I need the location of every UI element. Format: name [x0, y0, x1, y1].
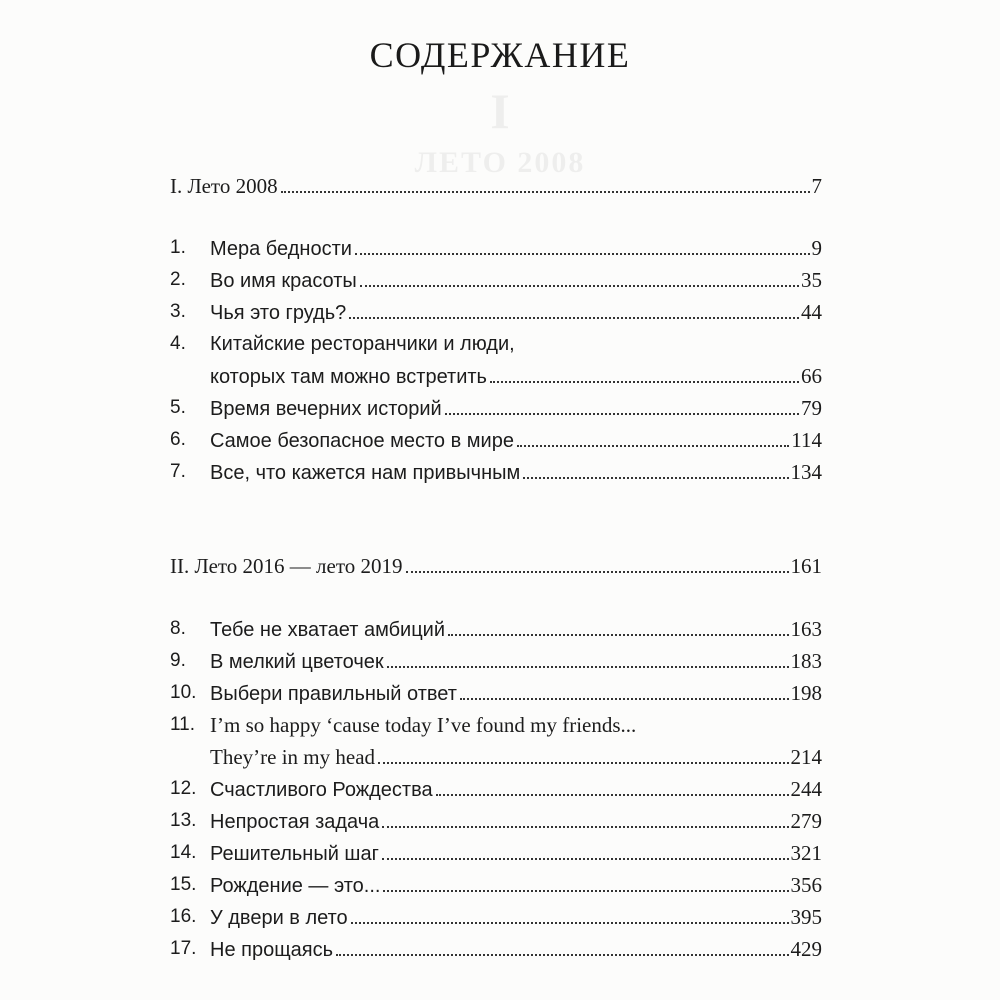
chapter-number: 10.: [170, 682, 197, 703]
chapter-page-number: 244: [790, 777, 822, 801]
chapter-title: Китайские ресторанчики и люди,: [210, 333, 515, 355]
chapter-page-number: 198: [790, 681, 822, 705]
chapter-title-continued: They’re in my head: [210, 745, 376, 769]
toc-chapter-4-continued: [0, 360, 1000, 392]
dot-leader: [351, 922, 789, 924]
toc-chapter-13: [0, 805, 1000, 837]
chapter-title: Непростая задача: [210, 811, 380, 833]
toc-chapter-10: [0, 677, 1000, 709]
dot-leader: [281, 191, 810, 193]
dot-leader: [445, 413, 799, 415]
dot-leader: [460, 698, 789, 700]
chapter-page-number: 279: [790, 809, 822, 833]
chapter-page-number: 35: [801, 268, 822, 292]
chapter-number: 15.: [170, 874, 197, 895]
chapter-page-number: 66: [801, 364, 822, 388]
part-title: I. Лето 2008: [170, 174, 278, 198]
chapter-number: 2.: [170, 269, 186, 290]
toc-chapter-9: [0, 645, 1000, 677]
chapter-title: В мелкий цветочек: [210, 651, 384, 673]
chapter-number: 9.: [170, 650, 186, 671]
chapter-title: Во имя красоты: [210, 270, 357, 292]
dot-leader: [517, 445, 789, 447]
chapter-number: 8.: [170, 618, 186, 639]
toc-part-1: [0, 170, 1000, 202]
dot-leader: [360, 285, 799, 287]
chapter-number: 7.: [170, 461, 186, 482]
dot-leader: [383, 890, 788, 892]
part-page-number: 161: [790, 554, 822, 578]
bleed-through-numeral: I: [490, 83, 510, 139]
chapter-number: 14.: [170, 842, 197, 863]
chapter-title: Самое безопасное место в мире: [210, 430, 514, 452]
page-title: СОДЕРЖАНИЕ: [369, 35, 631, 75]
dot-leader: [355, 253, 810, 255]
toc-chapter-16: [0, 901, 1000, 933]
toc-chapter-14: [0, 837, 1000, 869]
chapter-title: Чья это грудь?: [210, 302, 347, 324]
chapter-number: 11.: [170, 714, 196, 735]
chapter-title: Мера бедности: [210, 238, 352, 260]
chapter-number: 3.: [170, 301, 186, 322]
toc-chapter-2: [0, 264, 1000, 296]
chapter-title: Решительный шаг: [210, 843, 379, 865]
toc-chapter-5: [0, 392, 1000, 424]
chapter-title: Не прощаясь: [210, 939, 334, 961]
toc-chapter-17: [0, 933, 1000, 965]
chapter-title: Рождение — это...: [210, 875, 381, 897]
chapter-number: 6.: [170, 429, 186, 450]
dot-leader: [387, 666, 789, 668]
toc-chapter-6: [0, 424, 1000, 456]
chapter-title: Выбери правильный ответ: [210, 683, 457, 705]
bleed-through-title: ЛЕТО 2008: [414, 146, 586, 179]
chapter-page-number: 356: [790, 873, 822, 897]
chapter-page-number: 183: [790, 649, 822, 673]
chapter-page-number: 214: [790, 745, 822, 769]
part-title: II. Лето 2016 — лето 2019: [170, 554, 403, 578]
chapter-page-number: 429: [790, 937, 822, 961]
toc-chapter-15: [0, 869, 1000, 901]
chapter-title: У двери в лето: [210, 907, 348, 929]
chapter-title: Тебе не хватает амбиций: [210, 619, 446, 641]
chapter-title: Счастливого Рождества: [210, 779, 433, 801]
chapter-page-number: 79: [801, 396, 822, 420]
toc-chapter-11: [0, 709, 1000, 741]
chapter-number: 12.: [170, 778, 197, 799]
dot-leader: [382, 858, 789, 860]
chapter-page-number: 44: [801, 300, 822, 324]
chapter-number: 13.: [170, 810, 197, 831]
chapter-title: Все, что кажется нам привычным: [210, 462, 521, 484]
dot-leader: [382, 826, 788, 828]
chapter-page-number: 9: [811, 236, 822, 260]
chapter-title: Время вечерних историй: [210, 398, 442, 420]
dot-leader: [523, 477, 788, 479]
dot-leader: [436, 794, 789, 796]
chapter-number: 1.: [170, 237, 186, 258]
part-page-number: 7: [811, 174, 822, 198]
dot-leader: [349, 317, 799, 319]
toc-part-2: [0, 550, 1000, 582]
dot-leader: [336, 954, 788, 956]
chapter-page-number: 134: [790, 460, 822, 484]
chapter-page-number: 321: [790, 841, 822, 865]
chapter-number: 5.: [170, 397, 186, 418]
toc-chapter-4: [0, 328, 1000, 360]
toc-chapter-3: [0, 296, 1000, 328]
toc-chapter-1: [0, 232, 1000, 264]
dot-leader: [490, 381, 799, 383]
dot-leader: [448, 634, 788, 636]
toc-chapter-12: [0, 773, 1000, 805]
chapter-page-number: 114: [791, 428, 822, 452]
chapter-title-continued: которых там можно встретить: [210, 366, 487, 388]
chapter-page-number: 163: [790, 617, 822, 641]
chapter-number: 17.: [170, 938, 197, 959]
chapter-title: I’m so happy ‘cause today I’ve found my friends...: [210, 713, 637, 737]
toc-chapter-7: [0, 456, 1000, 488]
dot-leader: [406, 571, 789, 573]
chapter-page-number: 395: [790, 905, 822, 929]
toc-chapter-11-continued: [0, 741, 1000, 773]
chapter-number: 16.: [170, 906, 197, 927]
dot-leader: [378, 762, 788, 764]
toc-chapter-8: [0, 613, 1000, 645]
chapter-number: 4.: [170, 333, 186, 354]
